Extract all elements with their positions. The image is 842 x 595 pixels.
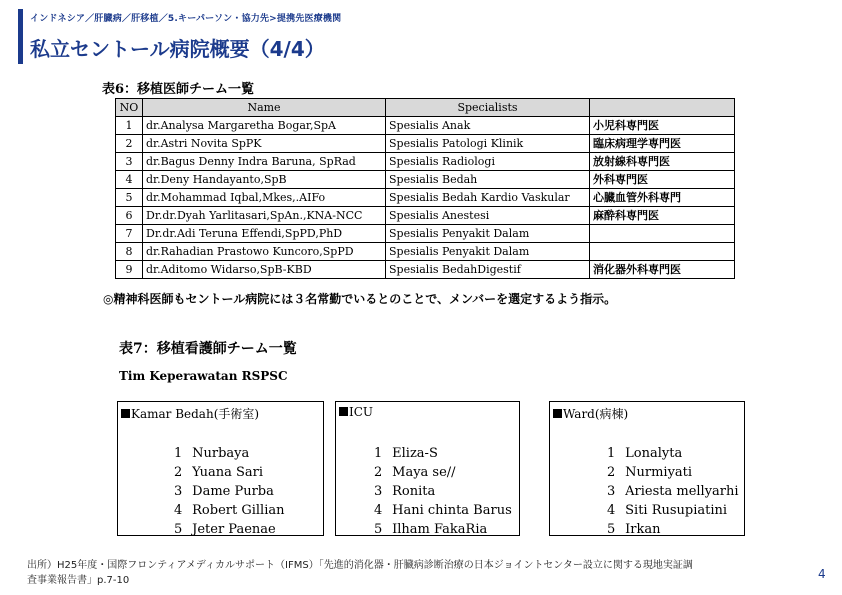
row-name: dr.Analysa Margaretha Bogar,SpA <box>143 117 386 135</box>
breadcrumb: インドネシア／肝臓病／肝移植／5.キーパーソン・協力先>提携先医療機関 <box>30 14 342 24</box>
row-specialist: Spesialis Patologi Klinik <box>386 135 590 153</box>
list-item: 3 Ronita <box>374 484 436 499</box>
row-japanese-title: 臨床病理学専門医 <box>590 135 735 153</box>
row-no: 3 <box>116 153 143 171</box>
row-japanese-title: 外科専門医 <box>590 171 735 189</box>
row-name: dr.Mohammad Iqbal,Mkes,.AIFo <box>143 189 386 207</box>
nurse-list <box>374 444 512 539</box>
row-name: dr.Rahadian Prastowo Kuncoro,SpPD <box>143 243 386 261</box>
table-row <box>116 171 735 189</box>
source-line-2: 査事業報告書」p.7-10 <box>27 575 130 586</box>
row-name: dr.Deny Handayanto,SpB <box>143 171 386 189</box>
row-japanese-title <box>590 243 735 261</box>
list-item: 5 Jeter Paenae <box>174 522 276 537</box>
list-item: 2 Nurmiyati <box>607 465 693 480</box>
column-header-specialists: Specialists <box>386 99 590 117</box>
row-no: 1 <box>116 117 143 135</box>
row-name: Dr.dr.Dyah Yarlitasari,SpAn.,KNA-NCC <box>143 207 386 225</box>
column-header-name: Name <box>143 99 386 117</box>
row-specialist: Spesialis Penyakit Dalam <box>386 225 590 243</box>
table-row <box>116 243 735 261</box>
list-item: 5 Irkan <box>607 522 661 537</box>
table-row <box>116 261 735 279</box>
table-header-row <box>116 99 735 117</box>
nurse-group-operating-room <box>117 401 324 536</box>
row-no: 6 <box>116 207 143 225</box>
row-specialist: Spesialis Anestesi <box>386 207 590 225</box>
table-row <box>116 225 735 243</box>
doctor-team-table <box>115 98 735 279</box>
row-japanese-title: 放射線科専門医 <box>590 153 735 171</box>
group-header: ICU <box>339 405 373 419</box>
column-header-japanese <box>590 99 735 117</box>
title-accent-bar <box>18 9 23 64</box>
group-header: Kamar Bedah(手術室) <box>121 405 259 422</box>
row-japanese-title: 麻酔科専門医 <box>590 207 735 225</box>
table7-caption: 表7：移植看護師チーム一覧 <box>119 341 297 357</box>
row-name: dr.Aditomo Widarso,SpB-KBD <box>143 261 386 279</box>
row-no: 9 <box>116 261 143 279</box>
row-no: 5 <box>116 189 143 207</box>
list-item: 3 Ariesta mellyarhi <box>607 484 739 499</box>
list-item: 1 Eliza-S <box>374 446 438 461</box>
table-row <box>116 117 735 135</box>
list-item: 5 Ilham FakaRia <box>374 522 488 537</box>
row-name: dr.Bagus Denny Indra Baruna, SpRad <box>143 153 386 171</box>
row-no: 8 <box>116 243 143 261</box>
square-bullet-icon <box>121 409 130 418</box>
row-no: 4 <box>116 171 143 189</box>
row-specialist: Spesialis Anak <box>386 117 590 135</box>
row-no: 7 <box>116 225 143 243</box>
list-item: 4 Hani chinta Barus <box>374 503 512 518</box>
list-item: 2 Maya se// <box>374 465 456 480</box>
row-japanese-title: 心臓血管外科専門 <box>590 189 735 207</box>
list-item: 4 Robert Gillian <box>174 503 285 518</box>
list-item: 1 Lonalyta <box>607 446 683 461</box>
table-row <box>116 135 735 153</box>
table6-caption: 表6：移植医師チーム一覧 <box>102 82 255 97</box>
page-number: 4 <box>818 567 826 581</box>
list-item: 4 Siti Rusupiatini <box>607 503 728 518</box>
table-row <box>116 189 735 207</box>
row-name: dr.Astri Novita SpPK <box>143 135 386 153</box>
page-title: 私立セントール病院概要（4/4） <box>30 37 325 61</box>
row-specialist: Spesialis Bedah <box>386 171 590 189</box>
psychiatrist-note: ◎精神科医師もセントール病院には３名常勤でいるとのことで、メンバーを選定するよう指示。 <box>103 292 617 306</box>
source-citation <box>27 558 693 588</box>
table-row <box>116 153 735 171</box>
list-item: 1 Nurbaya <box>174 446 250 461</box>
row-name: Dr.dr.Adi Teruna Effendi,SpPD,PhD <box>143 225 386 243</box>
column-header-no: NO <box>116 99 143 117</box>
nursing-team-label: Tim Keperawatan RSPSC <box>119 369 288 383</box>
square-bullet-icon <box>553 409 562 418</box>
source-line-1: 出所）H25年度・国際フロンティアメディカルサポート（IFMS）「先進的消化器・肝臓病診断治療の日本ジョイントセンター設立に関する現地実証調 <box>27 560 693 571</box>
nurse-list <box>174 444 284 539</box>
table-row <box>116 207 735 225</box>
row-japanese-title: 小児科専門医 <box>590 117 735 135</box>
row-japanese-title <box>590 225 735 243</box>
square-bullet-icon <box>339 407 348 416</box>
list-item: 3 Dame Purba <box>174 484 274 499</box>
row-no: 2 <box>116 135 143 153</box>
row-specialist: Spesialis Bedah Kardio Vaskular <box>386 189 590 207</box>
row-specialist: Spesialis Penyakit Dalam <box>386 243 590 261</box>
row-specialist: Spesialis Radiologi <box>386 153 590 171</box>
list-item: 2 Yuana Sari <box>174 465 263 480</box>
group-header: Ward(病棟) <box>553 405 628 422</box>
nurse-group-ward <box>549 401 745 536</box>
nurse-group-icu <box>335 401 520 536</box>
nurse-list <box>607 444 739 539</box>
row-specialist: Spesialis BedahDigestif <box>386 261 590 279</box>
row-japanese-title: 消化器外科専門医 <box>590 261 735 279</box>
